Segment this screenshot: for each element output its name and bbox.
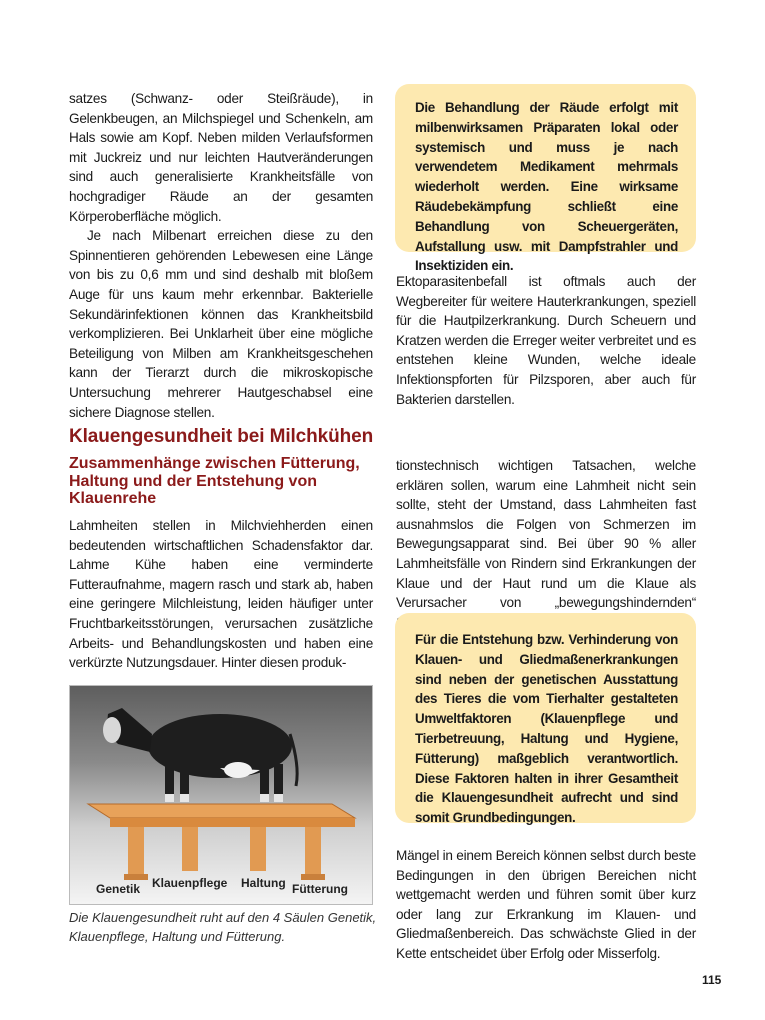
page-number: 115	[702, 973, 722, 987]
bottom-right-column-end	[396, 846, 696, 964]
pillar-label-haltung: Haltung	[241, 876, 286, 890]
paragraph: Je nach Milbenart erreichen diese zu den Spinnentieren gehörenden Lebewesen eine Länge von bis zu 0,6 mm und sind deshalb mit bloßem Auge für uns kaum mehr erkennbar. Bakterielle Sekundärinfektionen können das Krankheitsbild verkomplizieren. Bei Unklarheit über eine mögliche Beteiligung von Milben am Krankheitsgeschehen kann der Tierarzt durch die mikroskopische Untersuchung mehrerer Hautgeschabsel eine sichere Diagnose stellen.	[69, 228, 373, 420]
top-left-column	[69, 89, 373, 422]
section-subheading: Zusammenhänge zwischen Fütterung, Haltung und der Entstehung von Klauenrehe	[69, 455, 360, 507]
figure-caption: Die Klauengesundheit ruht auf den 4 Säulen Genetik, Klauenpflege, Haltung und Fütterung.	[69, 910, 377, 944]
highlight-text: Für die Entstehung bzw. Verhinderung von Klauen- und Gliedmaßenerkrankungen sind neben der genetischen Ausstattung des Tieres die vom Tierhalter gestalteten Umweltfaktoren (Klauenpflege und Tierbetreuung, Haltung und Hygiene, Fütterung) maßgeblich verantwortlich. Diese Faktoren halten in ihrer Gesamtheit die Klauengesundheit aufrecht und sind somit Grundbedingungen.	[415, 632, 678, 826]
paragraph: Lahmheiten stellen in Milchviehherden einen bedeutenden wirtschaftlichen Schadensfaktor dar. Lahme Kühe haben eine verminderte Futteraufnahme, magern rasch und stark ab, haben eine geringere Milchleistung, leiden häufiger unter Fruchtbarkeitsstörungen, verursachen zusätzliche Arbeits- und Behandlungskosten und haben eine verkürzte Nutzungsdauer. Hinter diesen produk-	[69, 518, 373, 671]
paragraph: Ektoparasitenbefall ist oftmals auch der Wegbereiter für weitere Hauterkrankungen, speziell für die Hautpilzerkrankung. Durch Scheuern und Kratzen werden die Erreger weiter verbreitet und es entstehen kleine Wunden, welche ideale Infektionspforten für Pilzsporen, aber auch für Bakterien darstellen.	[396, 274, 696, 407]
pillar-label-genetik: Genetik	[96, 882, 141, 896]
paragraph: satzes (Schwanz- oder Steißräude), in Gelenkbeugen, an Milchspiegel und Schenkeln, am Hals sowie am Kopf. Neben milden Verlaufsformen mit Juckreiz und nur leichten Hautveränderungen sind auch generalisierte Krankheitsfälle von hochgradiger Räude an der gesamten Körperoberfläche möglich.	[69, 91, 373, 224]
cow-on-table-illustration	[70, 686, 373, 905]
highlight-box-factors	[395, 613, 696, 826]
bottom-right-column	[396, 456, 696, 632]
cow-pillars-figure	[69, 685, 373, 905]
top-right-column	[396, 272, 696, 409]
highlight-box-treatment	[395, 84, 696, 274]
pillar-label-klauenpflege: Klauenpflege	[152, 876, 228, 890]
pillar-label-fuetterung: Fütterung	[292, 882, 348, 896]
section-heading: Klauengesundheit bei Milchkühen	[69, 426, 374, 447]
highlight-text: Die Behandlung der Räude erfolgt mit milbenwirksamen Präparaten lokal oder systemisch und muss je nach verwendetem Medikament mehrmals wiederholt werden. Eine wirksame Räudebekämpfung schließt eine Behandlung von Scheuergeräten, Aufstallung usw. mit Dampfstrahler und Insektiziden ein.	[415, 100, 678, 274]
paragraph: Mängel in einem Bereich können selbst durch beste Bedingungen in den übrigen Bereichen nicht wettgemacht werden und führen somit über kurz oder lang zur Erkrankung im Klauen- und Gliedmaßenbereich. Das schwächste Glied in der Kette entscheidet über Erfolg oder Misserfolg.	[396, 848, 696, 961]
paragraph: tionstechnisch wichtigen Tatsachen, welche erklären sollen, warum eine Lahmheit nicht sein sollte, steht der Umstand, dass Lahmheiten fast ausnahmslos die Folgen von Schmerzen im Bewegungsapparat sind. Bei über 90 % aller Lahmheitsfälle von Rindern sind Erkrankungen der Klaue und der Haut rund um die Klaue als Verursacher von „bewegungshindernden“	[396, 458, 696, 611]
bottom-left-column	[69, 516, 373, 673]
